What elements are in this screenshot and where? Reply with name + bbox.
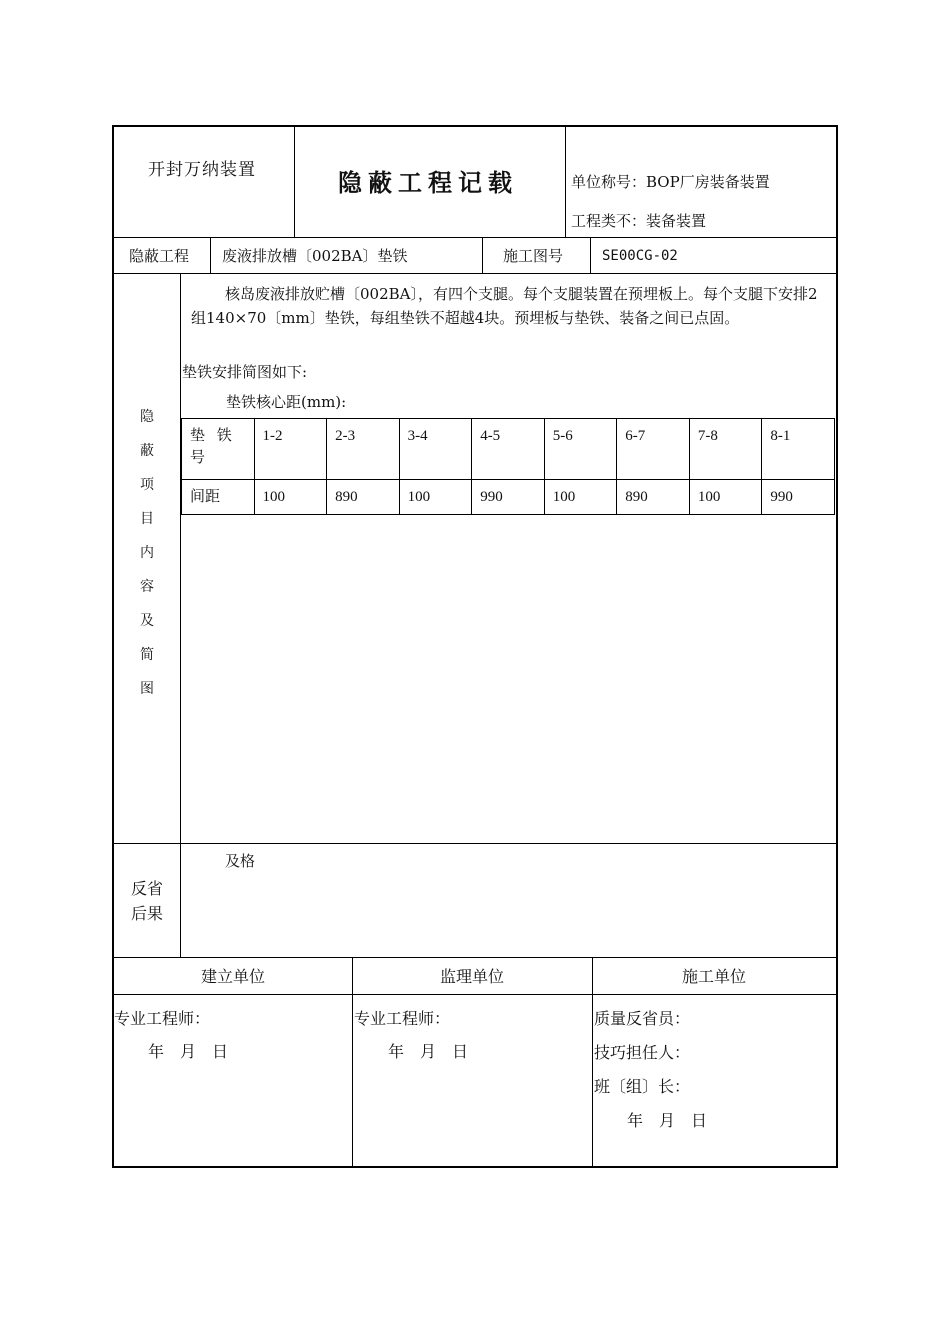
table-row (182, 480, 835, 515)
unit-name: 单位称号：BOP厂房装备装置 (571, 173, 770, 191)
table-cell: 7-8 (689, 419, 762, 480)
description-paragraph: 核岛废液排放贮槽〔002BA〕，有四个支腿。每个支腿装置在预埋板上。每个支腿下安排2组140×70〔mm〕垫铁，每组垫铁不超越4块。预埋板与垫铁、装备之间已点固。 (191, 285, 818, 327)
result-label-line2: 后果 (131, 904, 164, 923)
rule-info-col1 (210, 237, 211, 273)
rule-header-col1 (294, 126, 295, 237)
rule-info-col2 (482, 237, 483, 273)
construction-date: 年 月 日 (148, 1042, 229, 1061)
table-cell: 100 (254, 480, 327, 515)
distance-caption: 垫铁核心距(mm): (226, 393, 347, 411)
hidden-work-label: 隐蔽工程 (129, 247, 190, 265)
table-cell: 3-4 (399, 419, 472, 480)
table-cell: 100 (399, 480, 472, 515)
organization-name: 开封万纳装置 (148, 160, 256, 180)
side-label-char: 内 (140, 545, 154, 561)
contractor-date: 年 月 日 (627, 1111, 708, 1130)
table-cell: 5-6 (544, 419, 617, 480)
table-row (182, 419, 835, 480)
technical-lead-label: 技巧担任人： (594, 1043, 691, 1062)
table-cell: 100 (544, 480, 617, 515)
side-label-char: 项 (140, 477, 154, 493)
drawing-number-value: SE00CG-02 (602, 248, 678, 264)
project-type: 工程类不：装备装置 (571, 212, 707, 230)
rule-sign-col1 (352, 957, 353, 1167)
result-label-line1: 反省 (131, 879, 164, 898)
table-cell: 100 (689, 480, 762, 515)
side-label-char: 目 (140, 511, 154, 527)
rule-sign-heading-bottom (113, 994, 837, 995)
table-cell: 4-5 (472, 419, 545, 480)
side-label-char: 图 (140, 681, 154, 697)
drawing-number-label: 施工图号 (503, 247, 564, 265)
table-header-cell: 垫 铁 号 (182, 419, 255, 480)
rule-left-label-col (180, 273, 181, 957)
rule-info-col3 (590, 237, 591, 273)
page-title: 隐蔽工程记载 (338, 169, 518, 197)
table-cell: 990 (762, 480, 835, 515)
table-cell: 2-3 (327, 419, 400, 480)
rule-content-bottom (113, 843, 837, 844)
table-cell: 8-1 (762, 419, 835, 480)
side-label-char: 蔽 (140, 443, 154, 459)
rule-result-bottom (113, 957, 837, 958)
team-leader-label: 班〔组〕长： (594, 1077, 691, 1096)
rule-sign-col2 (592, 957, 593, 1167)
shim-distance-table (181, 418, 835, 515)
sign-heading-construction-unit: 建立单位 (201, 967, 266, 986)
table-cell: 1-2 (254, 419, 327, 480)
side-label-char: 隐 (140, 409, 154, 425)
table-cell: 890 (327, 480, 400, 515)
sign-heading-supervision-unit: 监理单位 (440, 967, 505, 986)
rule-header-bottom (113, 237, 837, 238)
side-label-char: 容 (140, 579, 154, 595)
result-value: 及格 (225, 852, 256, 870)
rule-info-bottom (113, 273, 837, 274)
side-label-char: 简 (140, 647, 154, 663)
side-label-char: 及 (140, 613, 154, 629)
construction-engineer-label: 专业工程师： (114, 1009, 211, 1028)
supervision-date: 年 月 日 (388, 1042, 469, 1061)
supervision-engineer-label: 专业工程师： (354, 1009, 451, 1028)
table-header-cell: 间距 (182, 480, 255, 515)
table-cell: 990 (472, 480, 545, 515)
hidden-work-value: 废液排放槽〔002BA〕垫铁 (222, 247, 408, 265)
table-cell: 890 (617, 480, 690, 515)
table-cell: 6-7 (617, 419, 690, 480)
sign-heading-contractor-unit: 施工单位 (682, 967, 747, 986)
diagram-intro: 垫铁安排简图如下: (182, 363, 308, 381)
rule-header-col2 (565, 126, 566, 237)
quality-inspector-label: 质量反省员： (594, 1009, 691, 1028)
